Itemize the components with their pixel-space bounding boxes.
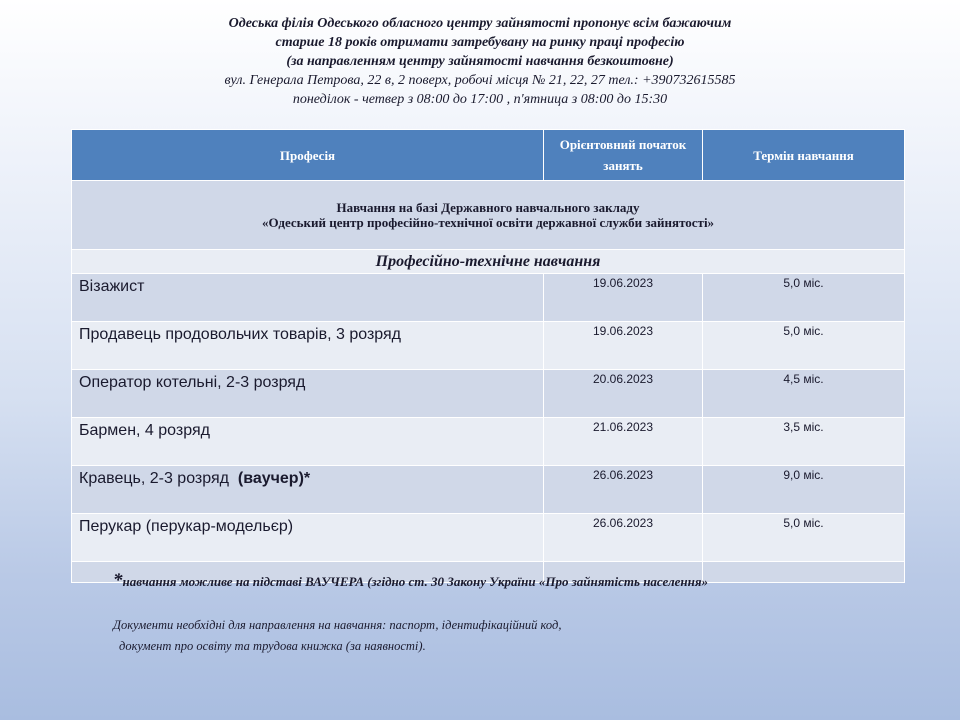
term-cell: 5,0 міс. bbox=[703, 274, 905, 322]
term-cell: 4,5 міс. bbox=[703, 370, 905, 418]
subsection-title: Професійно-технічне навчання bbox=[72, 250, 905, 274]
table-row bbox=[72, 418, 905, 466]
header-line-2: старше 18 років отримати затребувану на ринку праці професію bbox=[275, 35, 685, 50]
term-cell: 5,0 міс. bbox=[703, 322, 905, 370]
required-documents bbox=[113, 615, 561, 657]
table-row bbox=[72, 274, 905, 322]
term-cell: 3,5 міс. bbox=[703, 418, 905, 466]
documents-line-2: документ про освіту та трудова книжка (за наявності). bbox=[119, 639, 426, 653]
profession-cell: Продавець продовольчих товарів, 3 розряд bbox=[72, 322, 544, 370]
start-date-cell: 19.06.2023 bbox=[544, 322, 703, 370]
column-header-term: Термін навчання bbox=[703, 130, 905, 181]
voucher-footnote bbox=[113, 570, 708, 592]
section-title-line-1: Навчання на базі Державного навчального закладу bbox=[336, 200, 640, 215]
profession-cell: Візажист bbox=[72, 274, 544, 322]
header bbox=[0, 14, 960, 109]
empty-cell bbox=[703, 562, 905, 583]
footnote-star: * bbox=[113, 570, 123, 591]
start-date-cell: 21.06.2023 bbox=[544, 418, 703, 466]
courses-table bbox=[71, 129, 905, 583]
start-date-cell: 19.06.2023 bbox=[544, 274, 703, 322]
header-address: вул. Генерала Петрова, 22 в, 2 поверх, робочі місця № 21, 22, 27 тел.: +390732615585 bbox=[224, 73, 736, 88]
header-line-3: (за направленням центру зайнятості навчання безкоштовне) bbox=[286, 54, 674, 69]
section-row bbox=[72, 181, 905, 250]
documents-line-1: Документи необхідні для направлення на навчання: паспорт, ідентифікаційний код, bbox=[113, 618, 562, 632]
table-row bbox=[72, 370, 905, 418]
start-date-cell: 26.06.2023 bbox=[544, 466, 703, 514]
header-hours: понеділок - четвер з 08:00 до 17:00 , п'ятница з 08:00 до 15:30 bbox=[292, 92, 668, 107]
column-header-profession: Професія bbox=[72, 130, 544, 181]
header-line-1: Одеська філія Одеського обласного центру зайнятості пропонує всім бажаючим bbox=[228, 16, 732, 31]
profession-text: Кравець, 2-3 розряд bbox=[79, 470, 229, 487]
start-date-cell: 20.06.2023 bbox=[544, 370, 703, 418]
section-title bbox=[72, 181, 905, 250]
footnote-text: навчання можливе на підставі ВАУЧЕРА (згідно ст. 30 Закону України «Про зайнятість населення» bbox=[122, 574, 709, 589]
section-title-line-2: «Одеський центр професійно-технічної освіти державної служби зайнятості» bbox=[261, 215, 715, 230]
profession-cell: Оператор котельні, 2-3 розряд bbox=[72, 370, 544, 418]
table-row bbox=[72, 514, 905, 562]
voucher-label: (ваучер)* bbox=[237, 470, 311, 487]
profession-cell: Перукар (перукар-модельєр) bbox=[72, 514, 544, 562]
term-cell: 5,0 міс. bbox=[703, 514, 905, 562]
column-header-start: Орієнтовний початок занять bbox=[544, 130, 703, 181]
table-row bbox=[72, 466, 905, 514]
profession-cell: Бармен, 4 розряд bbox=[72, 418, 544, 466]
profession-cell bbox=[72, 466, 544, 514]
subsection-row bbox=[72, 250, 905, 274]
table-row bbox=[72, 322, 905, 370]
start-date-cell: 26.06.2023 bbox=[544, 514, 703, 562]
term-cell: 9,0 міс. bbox=[703, 466, 905, 514]
table-header-row bbox=[72, 130, 905, 181]
